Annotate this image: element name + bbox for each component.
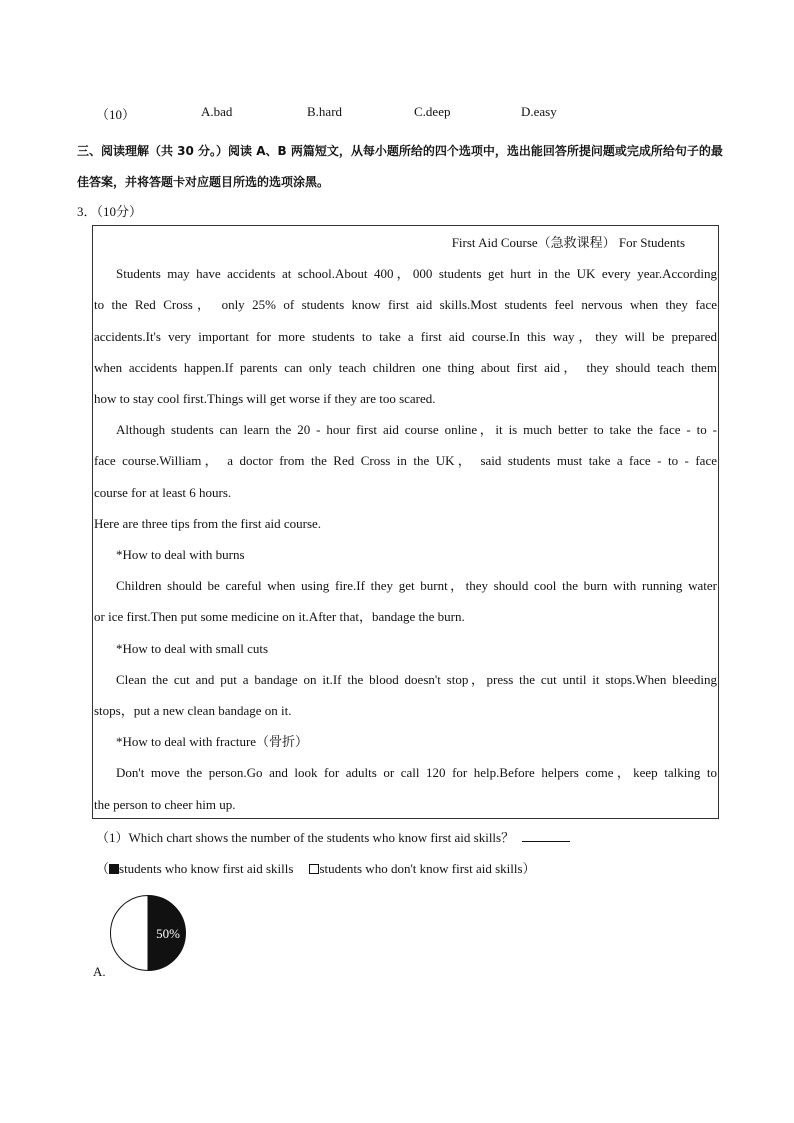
pie-data-label: 50% [156, 926, 180, 941]
sub-question-1 [96, 827, 570, 846]
pie-slice-1 [111, 896, 149, 971]
option-d: D.easy [521, 104, 557, 119]
option-c: C.deep [414, 104, 451, 119]
option-a-label: A. [93, 964, 106, 979]
passage-line: course for at least 6 hours. [94, 484, 232, 500]
passage-subheading: *How to deal with burns [116, 547, 245, 563]
legend-open: （ [96, 861, 110, 876]
legend-unknown: students who don't know first aid skills） [319, 861, 536, 876]
passage-line: face course.William， a doctor from the Red Cross in the UK， said students must take a face - to - face [94, 453, 717, 469]
option-b: B.hard [307, 104, 343, 119]
section-heading: 三、阅读理解（共 30 分。）阅读 A、B 两篇短文，从每小题所给的四个选项中，选出能回答所提问题或完成所给句子的最佳答案，并将答题卡对应题目所选的选项涂黑。 [77, 144, 723, 189]
pie-chart-a [109, 894, 187, 972]
passage-box [92, 225, 719, 819]
prev-question-number: （10） [96, 107, 136, 122]
passage-line: Students may have accidents at school.About 400，000 students get hurt in the UK every year.According [116, 266, 717, 282]
passage-line: Don't move the person.Go and look for adults or call 120 for help.Before helpers come，keep talking to [116, 765, 717, 781]
legend-known: students who know first aid skills [119, 861, 294, 876]
passage-line: stops，put a new clean bandage on it. [94, 703, 292, 719]
question-number: 3．（10分） [77, 204, 143, 219]
option-a: A.bad [201, 104, 233, 119]
passage-subheading: *How to deal with small cuts [116, 640, 269, 656]
passage-title: First Aid Course（急救课程） For Students [451, 235, 685, 250]
passage-line: Clean the cut and put a bandage on it.If the blood doesn't stop，press the cut until it stops.When bleeding [116, 671, 717, 687]
passage-line: to the Red Cross， only 25% of students know first aid skills.Most students feel nervous when they face [94, 297, 717, 313]
passage-line: Although students can learn the 20 - hour first aid course online，it is much better to take the face - to - [116, 422, 717, 438]
passage-subheading: *How to deal with fracture（骨折） [116, 734, 309, 750]
passage-line: how to stay cool first.Things will get worse if they are too scared. [94, 391, 436, 407]
filled-square-icon [109, 864, 119, 874]
passage-line: when accidents happen.If parents can only teach children one thing about first aid， they should teach them [94, 359, 717, 375]
sub-question-text: （1）Which chart shows the number of the students who know first aid skills？ [96, 830, 515, 845]
passage-line: accidents.It's very important for more students to take a first aid course.In this way，they will be prepared [94, 328, 717, 344]
empty-square-icon [309, 864, 319, 874]
passage-line: or ice first.Then put some medicine on it.After that，bandage the burn. [94, 609, 465, 625]
passage-line: Children should be careful when using fire.If they get burnt，they should cool the burn with running water [116, 578, 717, 594]
passage-line: Here are three tips from the first aid course. [94, 515, 322, 531]
chart-legend [96, 858, 536, 877]
answer-blank[interactable] [522, 829, 570, 842]
passage-line: the person to cheer him up. [94, 796, 236, 812]
